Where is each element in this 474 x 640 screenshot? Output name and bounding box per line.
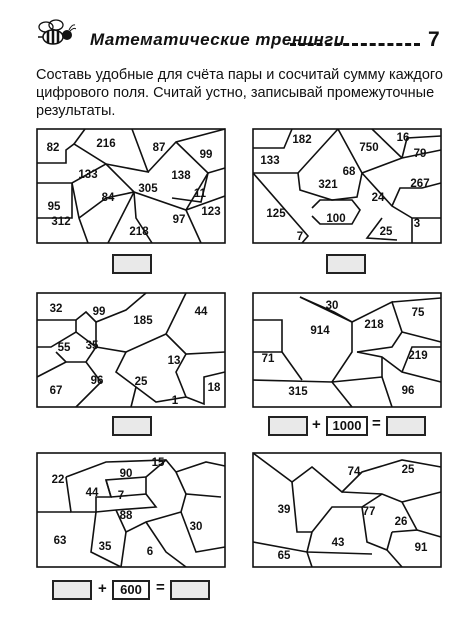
field-number: 315: [288, 386, 308, 399]
plus-sign: +: [312, 416, 321, 433]
instructions-line: цифрового поля. Считай устно, записывай промежуточные: [36, 85, 435, 101]
field-number: 133: [78, 169, 98, 182]
plus-sign: +: [98, 580, 107, 597]
field-number: 82: [46, 142, 60, 155]
field-number: 63: [53, 535, 67, 548]
field-number: 219: [408, 350, 428, 363]
field-number: 22: [51, 474, 65, 487]
field-number: 18: [207, 382, 221, 395]
number-field-4: [252, 292, 442, 408]
field-number: 55: [57, 342, 71, 355]
field-number: 100: [326, 213, 346, 226]
number-field-6: [252, 452, 442, 568]
field-number: 1: [171, 395, 179, 408]
field-number: 216: [96, 138, 116, 151]
answer-box-5[interactable]: [386, 416, 426, 436]
field-number: 24: [371, 192, 385, 205]
field-number: 39: [277, 504, 291, 517]
field-number: 25: [379, 226, 393, 239]
field-number: 218: [364, 319, 384, 332]
field-number: 25: [401, 464, 415, 477]
field-number: 11: [193, 188, 207, 201]
field-number: 30: [325, 300, 339, 313]
answer-box-7[interactable]: [170, 580, 210, 600]
field-number: 71: [261, 353, 275, 366]
answer-box-4[interactable]: [268, 416, 308, 436]
number-field-1: [36, 128, 226, 244]
field-number: 138: [171, 170, 191, 183]
header-rule: [290, 43, 420, 46]
field-number: 13: [167, 355, 181, 368]
answer-box-6[interactable]: [52, 580, 92, 600]
field-number: 74: [347, 466, 361, 479]
instructions-line: Составь удобные для счёта пары и сосчитай сумму каждого: [36, 67, 443, 83]
instructions-line: результаты.: [36, 103, 116, 119]
field-number: 185: [133, 315, 153, 328]
field-number: 7: [296, 231, 304, 244]
field-number: 65: [277, 550, 291, 563]
field-number: 35: [98, 541, 112, 554]
field-number: 3: [413, 218, 421, 231]
bee-icon: [36, 18, 76, 48]
equals-sign: =: [372, 415, 381, 432]
field-number: 218: [129, 226, 149, 239]
field-number: 6: [146, 546, 154, 559]
field-number: 30: [189, 521, 203, 534]
field-number: 84: [101, 192, 115, 205]
field-number: 133: [260, 155, 280, 168]
number-field-2: [252, 128, 442, 244]
field-number: 312: [51, 216, 71, 229]
page-number: 7: [428, 28, 440, 51]
field-number: 99: [92, 306, 106, 319]
field-number: 44: [194, 306, 208, 319]
field-number: 67: [49, 385, 63, 398]
field-number: 7: [117, 490, 125, 503]
field-number: 125: [266, 208, 286, 221]
answer-box-2[interactable]: [326, 254, 366, 274]
field-number: 123: [201, 206, 221, 219]
field-number: 99: [199, 149, 213, 162]
field-number: 267: [410, 178, 430, 191]
field-number: 43: [331, 537, 345, 550]
answer-box-3[interactable]: [112, 416, 152, 436]
section-title: Математические тренинги: [90, 30, 345, 49]
field-number: 914: [310, 325, 330, 338]
field-number: 87: [152, 142, 166, 155]
field-number: 32: [49, 303, 63, 316]
field-number: 44: [85, 487, 99, 500]
field-number: 35: [85, 340, 99, 353]
page-header: [0, 0, 474, 62]
field-number: 90: [119, 468, 133, 481]
field-number: 750: [359, 142, 379, 155]
field-number: 95: [47, 201, 61, 214]
field-number: 68: [342, 166, 356, 179]
field-number: 305: [138, 183, 158, 196]
field-number: 75: [411, 307, 425, 320]
field-number: 96: [90, 375, 104, 388]
field-number: 79: [413, 148, 427, 161]
field-number: 77: [362, 506, 376, 519]
field-number: 15: [151, 457, 165, 470]
instructions-text: [36, 66, 456, 120]
given-number-1000: 1000: [326, 416, 368, 436]
field-number: 321: [318, 179, 338, 192]
field-number: 97: [172, 214, 186, 227]
field-number: 88: [119, 510, 133, 523]
field-number: 96: [401, 385, 415, 398]
number-field-5: [36, 452, 226, 568]
field-number: 25: [134, 376, 148, 389]
field-number: 16: [396, 132, 410, 145]
given-number-600: 600: [112, 580, 150, 600]
answer-box-1[interactable]: [112, 254, 152, 274]
field-number: 182: [292, 134, 312, 147]
equals-sign: =: [156, 579, 165, 596]
field-number: 26: [394, 516, 408, 529]
field-number: 91: [414, 542, 428, 555]
number-field-3: [36, 292, 226, 408]
